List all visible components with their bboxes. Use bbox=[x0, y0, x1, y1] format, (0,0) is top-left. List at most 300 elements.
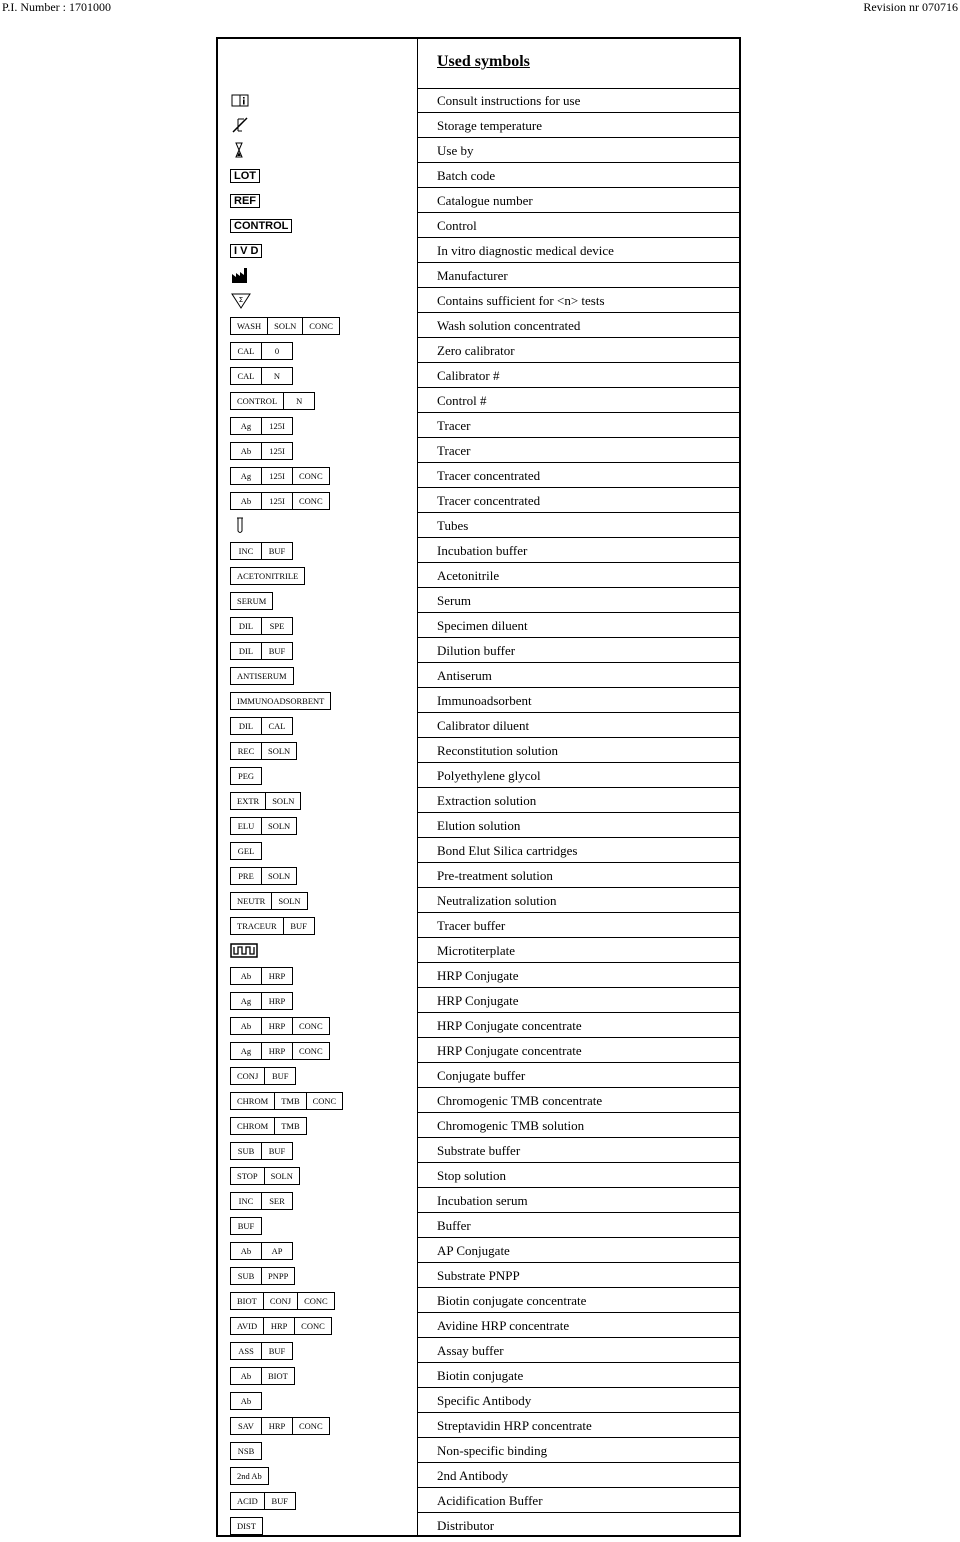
symbol-box bbox=[230, 892, 308, 910]
symbol-row bbox=[218, 1388, 739, 1413]
symbol-cell: Ab bbox=[231, 968, 262, 984]
symbol-description: Conjugate buffer bbox=[437, 1068, 526, 1083]
symbol-description: Consult instructions for use bbox=[437, 93, 581, 108]
symbol-box bbox=[230, 1017, 330, 1035]
symbol-cell: PRE bbox=[231, 868, 262, 884]
symbol bbox=[230, 1467, 269, 1484]
symbol-cell: HRP bbox=[262, 1043, 293, 1059]
symbol-row bbox=[218, 313, 739, 338]
symbol-description: Bond Elut Silica cartridges bbox=[437, 843, 578, 858]
symbol-row bbox=[218, 1363, 739, 1388]
symbol-box bbox=[230, 692, 331, 710]
symbol-box bbox=[230, 1392, 262, 1410]
symbol-row bbox=[218, 113, 739, 138]
symbol-cell: SERUM bbox=[237, 595, 267, 606]
symbol-cell: BUF bbox=[268, 1345, 286, 1356]
symbol bbox=[230, 242, 262, 259]
symbol-cell: Ag bbox=[231, 418, 262, 434]
symbol-description: HRP Conjugate bbox=[437, 968, 519, 983]
symbol-cell: CONJ bbox=[231, 1068, 265, 1084]
symbol-cell: 2nd Ab bbox=[237, 1470, 262, 1481]
symbol-row bbox=[218, 1513, 739, 1538]
symbol bbox=[230, 167, 260, 184]
symbol bbox=[230, 292, 252, 309]
symbol-box bbox=[230, 642, 293, 660]
symbol-box bbox=[230, 842, 262, 860]
symbol-box bbox=[230, 392, 315, 410]
pi-number: P.I. Number : 1701000 bbox=[2, 0, 111, 14]
symbol-cell: AVID bbox=[231, 1318, 264, 1334]
symbol bbox=[230, 417, 293, 434]
symbol-cell: CAL bbox=[268, 720, 286, 731]
symbol-description: Acetonitrile bbox=[437, 568, 500, 583]
symbol-box bbox=[230, 1442, 262, 1460]
symbol-cell: SOLN bbox=[268, 318, 303, 334]
symbol-description: Extraction solution bbox=[437, 793, 537, 808]
symbol-row bbox=[218, 1263, 739, 1288]
symbol bbox=[230, 1217, 262, 1234]
symbol-cell: BUF bbox=[268, 645, 286, 656]
symbol-cell: NEUTR bbox=[231, 893, 272, 909]
symbol-cell: TRACEUR bbox=[231, 918, 284, 934]
symbol-description: Elution solution bbox=[437, 818, 521, 833]
symbol-description: Calibrator # bbox=[437, 368, 500, 383]
symbol-cell: SOLN bbox=[268, 820, 291, 831]
symbol-box bbox=[230, 417, 293, 435]
symbol-box bbox=[230, 1492, 296, 1510]
symbol-description: Neutralization solution bbox=[437, 893, 557, 908]
symbol bbox=[230, 317, 340, 334]
symbol-cell: CONTROL bbox=[231, 393, 284, 409]
symbol-row bbox=[218, 1038, 739, 1063]
symbol-cell: TMB bbox=[275, 1093, 306, 1109]
symbol-row bbox=[218, 1313, 739, 1338]
symbol-box bbox=[230, 1292, 335, 1310]
symbol bbox=[230, 1517, 263, 1534]
symbol-bold-label: REF bbox=[230, 194, 260, 208]
symbol-row bbox=[218, 438, 739, 463]
symbol-description: Manufacturer bbox=[437, 268, 508, 283]
symbol-cell: CAL bbox=[231, 343, 262, 359]
symbol-row bbox=[218, 1188, 739, 1213]
symbol-cell: TMB bbox=[281, 1120, 300, 1131]
symbol-row bbox=[218, 963, 739, 988]
symbol bbox=[230, 1117, 307, 1134]
symbol-box bbox=[230, 1167, 300, 1185]
symbol-cell: BIOT bbox=[231, 1293, 264, 1309]
symbol-cell: 125I bbox=[262, 468, 293, 484]
symbol-description: Serum bbox=[437, 593, 471, 608]
symbol-box bbox=[230, 742, 297, 760]
symbol-row bbox=[218, 1288, 739, 1313]
symbol-description: Catalogue number bbox=[437, 193, 533, 208]
symbol-cell: CONC bbox=[299, 470, 323, 481]
symbol-cell: SER bbox=[269, 1195, 285, 1206]
symbol-description: Reconstitution solution bbox=[437, 743, 558, 758]
symbol-row bbox=[218, 588, 739, 613]
symbol bbox=[230, 367, 293, 384]
symbol-bold-label: I V D bbox=[230, 244, 262, 258]
symbol-row bbox=[218, 188, 739, 213]
symbol-description: HRP Conjugate bbox=[437, 993, 519, 1008]
symbol-description: Biotin conjugate bbox=[437, 1368, 524, 1383]
symbol bbox=[230, 1317, 332, 1334]
symbol bbox=[230, 342, 293, 359]
symbol-cell: PEG bbox=[237, 770, 255, 781]
symbol-description: HRP Conjugate concentrate bbox=[437, 1018, 582, 1033]
symbol bbox=[230, 867, 297, 884]
symbol bbox=[230, 517, 252, 534]
symbol-cell: SOLN bbox=[268, 870, 291, 881]
symbol-cell: REC bbox=[231, 743, 262, 759]
symbol-description: Assay buffer bbox=[437, 1343, 504, 1358]
microtiterplate-icon bbox=[230, 942, 258, 959]
symbol bbox=[230, 792, 301, 809]
symbol-cell: IMMUNOADSORBENT bbox=[237, 695, 325, 706]
symbol-box bbox=[230, 1317, 332, 1335]
symbol bbox=[230, 392, 315, 409]
symbol-description: Tracer bbox=[437, 443, 471, 458]
symbol-cell: Ab bbox=[231, 493, 262, 509]
symbol-description: 2nd Antibody bbox=[437, 1468, 509, 1483]
symbol-box bbox=[230, 617, 293, 635]
symbol bbox=[230, 592, 273, 609]
symbol-cell: CAL bbox=[231, 368, 262, 384]
symbol-description: Calibrator diluent bbox=[437, 718, 530, 733]
symbol-row bbox=[218, 1338, 739, 1363]
symbol-row bbox=[218, 1413, 739, 1438]
symbol-cell: Ag bbox=[231, 468, 262, 484]
symbol-row bbox=[218, 663, 739, 688]
symbol-row bbox=[218, 938, 739, 963]
svg-text:Σ: Σ bbox=[238, 296, 244, 304]
symbol bbox=[230, 1367, 295, 1384]
symbol-row bbox=[218, 1063, 739, 1088]
symbol-cell: SPE bbox=[269, 620, 285, 631]
symbol bbox=[230, 117, 252, 134]
symbol-row bbox=[218, 363, 739, 388]
symbol-row bbox=[218, 1213, 739, 1238]
symbol-description: Storage temperature bbox=[437, 118, 543, 133]
symbol-cell: CONC bbox=[299, 1020, 323, 1031]
symbol-description: Avidine HRP concentrate bbox=[437, 1318, 570, 1333]
symbol-cell: SUB bbox=[231, 1143, 262, 1159]
symbol-description: Biotin conjugate concentrate bbox=[437, 1293, 587, 1308]
symbol-description: Tracer concentrated bbox=[437, 468, 541, 483]
symbol-row bbox=[218, 488, 739, 513]
symbol bbox=[230, 142, 252, 159]
symbol-bold-label: LOT bbox=[230, 169, 260, 183]
symbol-row bbox=[218, 88, 739, 113]
symbol-row bbox=[218, 288, 739, 313]
symbol-row bbox=[218, 838, 739, 863]
symbol-cell: INC bbox=[231, 543, 262, 559]
symbol-cell: BUF bbox=[271, 1070, 289, 1081]
symbol bbox=[230, 617, 293, 634]
symbol-row bbox=[218, 713, 739, 738]
symbol-cell: CONC bbox=[299, 1420, 323, 1431]
symbol-description: Tracer concentrated bbox=[437, 493, 541, 508]
symbol bbox=[230, 667, 294, 684]
symbol-row bbox=[218, 863, 739, 888]
symbol-box bbox=[230, 1042, 330, 1060]
symbol-description: Substrate PNPP bbox=[437, 1268, 520, 1283]
symbol-cell: HRP bbox=[262, 1018, 293, 1034]
symbol-cell: SUB bbox=[231, 1268, 262, 1284]
symbol-cell: PNPP bbox=[268, 1270, 289, 1281]
symbol-row bbox=[218, 463, 739, 488]
symbol-description: Substrate buffer bbox=[437, 1143, 521, 1158]
symbol-row bbox=[218, 638, 739, 663]
symbol-description: Contains sufficient for <n> tests bbox=[437, 293, 605, 308]
symbol-row bbox=[218, 1238, 739, 1263]
symbol bbox=[230, 692, 331, 709]
symbol-box bbox=[230, 492, 330, 510]
symbol bbox=[230, 1042, 330, 1059]
symbol-cell: 125I bbox=[269, 445, 285, 456]
symbol bbox=[230, 1092, 343, 1109]
symbol bbox=[230, 917, 315, 934]
symbol bbox=[230, 1492, 296, 1509]
symbol-row bbox=[218, 688, 739, 713]
symbol bbox=[230, 767, 262, 784]
symbol-row bbox=[218, 413, 739, 438]
symbol-cell: SOLN bbox=[278, 895, 301, 906]
symbol-cell: HRP bbox=[268, 970, 286, 981]
symbol-cell: Ag bbox=[231, 993, 262, 1009]
symbol-row bbox=[218, 538, 739, 563]
symbol bbox=[230, 1292, 335, 1309]
symbol-row bbox=[218, 1113, 739, 1138]
symbol-cell: Ab bbox=[240, 1395, 252, 1406]
symbol-box bbox=[230, 1117, 307, 1135]
symbol-cell: CHROM bbox=[231, 1093, 275, 1109]
symbol bbox=[230, 217, 292, 234]
symbol bbox=[230, 742, 297, 759]
symbol-cell: Ab bbox=[231, 443, 262, 459]
symbol-description: Tracer buffer bbox=[437, 918, 506, 933]
symbol-cell: CONC bbox=[309, 320, 333, 331]
symbol-description: Antiserum bbox=[437, 668, 492, 683]
symbol-description: In vitro diagnostic medical device bbox=[437, 243, 614, 258]
used-symbols-table bbox=[216, 37, 741, 1537]
symbol-description: Control bbox=[437, 218, 477, 233]
symbol-row bbox=[218, 613, 739, 638]
symbol bbox=[230, 942, 258, 959]
symbol-cell: 125I bbox=[262, 493, 293, 509]
symbol-description: Buffer bbox=[437, 1218, 471, 1233]
symbol-box bbox=[230, 1517, 263, 1535]
symbol bbox=[230, 267, 252, 284]
symbol-box bbox=[230, 1467, 269, 1485]
symbol-description: Immunoadsorbent bbox=[437, 693, 532, 708]
symbol-row bbox=[218, 888, 739, 913]
symbol-box bbox=[230, 1092, 343, 1110]
symbol-row bbox=[218, 1088, 739, 1113]
symbol bbox=[230, 1167, 300, 1184]
symbol-box bbox=[230, 1342, 293, 1360]
symbol-cell: EXTR bbox=[231, 793, 266, 809]
symbol bbox=[230, 1067, 296, 1084]
symbol bbox=[230, 1142, 293, 1159]
symbol-cell: 0 bbox=[274, 345, 280, 356]
symbol-cell: CONC bbox=[301, 1320, 325, 1331]
symbol-description: AP Conjugate bbox=[437, 1243, 510, 1258]
symbol-box bbox=[230, 667, 294, 685]
symbol-box bbox=[230, 917, 315, 935]
symbol-box bbox=[230, 867, 297, 885]
symbol-cell: CONC bbox=[299, 495, 323, 506]
symbol-box bbox=[230, 342, 293, 360]
symbol bbox=[230, 992, 293, 1009]
symbol-description: Control # bbox=[437, 393, 487, 408]
symbol-row bbox=[218, 563, 739, 588]
symbol bbox=[230, 542, 293, 559]
symbol-box bbox=[230, 467, 330, 485]
symbol-row bbox=[218, 763, 739, 788]
symbol-cell: Ab bbox=[231, 1018, 262, 1034]
symbol-description: Pre-treatment solution bbox=[437, 868, 553, 883]
hourglass-icon bbox=[230, 142, 252, 159]
symbol-cell: SOLN bbox=[272, 795, 295, 806]
symbol bbox=[230, 1017, 330, 1034]
symbol-cell: AP bbox=[271, 1245, 283, 1256]
symbol bbox=[230, 492, 330, 509]
symbol-cell: SOLN bbox=[268, 745, 291, 756]
symbol bbox=[230, 1392, 262, 1409]
symbol-description: Tubes bbox=[437, 518, 469, 533]
symbol-row bbox=[218, 263, 739, 288]
symbol bbox=[230, 1192, 293, 1209]
symbol-cell: HRP bbox=[264, 1318, 295, 1334]
symbol-cell: ACID bbox=[231, 1493, 265, 1509]
symbol-description: Use by bbox=[437, 143, 474, 158]
symbol bbox=[230, 192, 260, 209]
symbol-box bbox=[230, 792, 301, 810]
symbol-box bbox=[230, 1417, 330, 1435]
symbol-cell: BUF bbox=[290, 920, 307, 931]
symbol bbox=[230, 92, 252, 109]
symbol-row bbox=[218, 788, 739, 813]
symbol-box bbox=[230, 1267, 295, 1285]
symbol-box bbox=[230, 367, 293, 385]
symbol-cell: WASH bbox=[231, 318, 268, 334]
symbol-cell: HRP bbox=[268, 995, 286, 1006]
symbol-box bbox=[230, 542, 293, 560]
symbol-cell: SAV bbox=[231, 1418, 262, 1434]
symbol-cell: DIL bbox=[231, 718, 262, 734]
symbol-cell: SOLN bbox=[270, 1170, 293, 1181]
symbol-row bbox=[218, 1013, 739, 1038]
symbol-row bbox=[218, 738, 739, 763]
symbol-description: HRP Conjugate concentrate bbox=[437, 1043, 582, 1058]
symbol-box bbox=[230, 767, 262, 785]
symbol-cell: N bbox=[273, 370, 281, 381]
symbol-description: Stop solution bbox=[437, 1168, 506, 1183]
symbol bbox=[230, 892, 308, 909]
symbol-cell: N bbox=[296, 395, 303, 406]
symbol-cell: ELU bbox=[231, 818, 262, 834]
symbol-row bbox=[218, 1488, 739, 1513]
symbol-description: Acidification Buffer bbox=[437, 1493, 543, 1508]
symbol-cell: BUF bbox=[271, 1495, 289, 1506]
symbol-box bbox=[230, 992, 293, 1010]
symbol-box bbox=[230, 1067, 296, 1085]
symbol-cell: CONC bbox=[312, 1095, 337, 1106]
symbol-cell: HRP bbox=[262, 1418, 293, 1434]
symbol bbox=[230, 1442, 262, 1459]
symbol-description: Distributor bbox=[437, 1518, 495, 1533]
symbol-cell: INC bbox=[231, 1193, 262, 1209]
symbol-cell: CONC bbox=[299, 1045, 323, 1056]
symbol-description: Batch code bbox=[437, 168, 496, 183]
symbol-cell: BUF bbox=[268, 545, 286, 556]
symbol-cell: Ag bbox=[231, 1043, 262, 1059]
symbol bbox=[230, 1417, 330, 1434]
symbol bbox=[230, 442, 293, 459]
symbol-row bbox=[218, 1438, 739, 1463]
symbol bbox=[230, 1342, 293, 1359]
symbol-cell: CHROM bbox=[231, 1118, 275, 1134]
symbol-cell: CONC bbox=[304, 1295, 328, 1306]
tube-icon bbox=[230, 517, 252, 534]
symbol-box bbox=[230, 1142, 293, 1160]
revision-number: Revision nr 070716 bbox=[863, 0, 958, 14]
symbol bbox=[230, 842, 262, 859]
symbol bbox=[230, 567, 305, 584]
symbol-description: Microtiterplate bbox=[437, 943, 515, 958]
table-title: Used symbols bbox=[437, 53, 530, 70]
symbol-description: Dilution buffer bbox=[437, 643, 516, 658]
symbol-cell: GEL bbox=[237, 845, 255, 856]
symbol-box bbox=[230, 817, 297, 835]
symbol-row bbox=[218, 1163, 739, 1188]
symbol-row bbox=[218, 1463, 739, 1488]
thermometer-icon bbox=[230, 117, 252, 134]
symbol bbox=[230, 1242, 293, 1259]
symbol-box bbox=[230, 1242, 293, 1260]
title-row bbox=[418, 39, 739, 89]
book-info-icon bbox=[230, 92, 252, 109]
symbol-cell: ACETONITRILE bbox=[237, 570, 299, 581]
symbol-box bbox=[230, 967, 293, 985]
symbol-cell: ANTISERUM bbox=[237, 670, 287, 681]
symbol-box bbox=[230, 717, 293, 735]
symbol-box bbox=[230, 567, 305, 585]
symbol-row bbox=[218, 388, 739, 413]
factory-icon bbox=[230, 267, 252, 284]
symbol-box bbox=[230, 317, 340, 335]
symbol-bold-label: CONTROL bbox=[230, 219, 292, 233]
symbol-cell: DIL bbox=[231, 643, 262, 659]
symbol-row bbox=[218, 513, 739, 538]
symbol-box bbox=[230, 592, 273, 610]
symbol-cell: Ab bbox=[231, 1368, 262, 1384]
symbol-description: Streptavidin HRP concentrate bbox=[437, 1418, 592, 1433]
symbol-cell: Ab bbox=[231, 1243, 262, 1259]
symbol-row bbox=[218, 138, 739, 163]
symbol-box bbox=[230, 1217, 262, 1235]
symbol-row bbox=[218, 988, 739, 1013]
symbol-description: Wash solution concentrated bbox=[437, 318, 581, 333]
symbol-row bbox=[218, 163, 739, 188]
symbol-description: Chromogenic TMB solution bbox=[437, 1118, 585, 1133]
symbol bbox=[230, 817, 297, 834]
symbol-row bbox=[218, 813, 739, 838]
symbol-cell: BUF bbox=[237, 1220, 255, 1231]
symbol-description: Incubation serum bbox=[437, 1193, 528, 1208]
symbol-cell: BUF bbox=[268, 1145, 286, 1156]
